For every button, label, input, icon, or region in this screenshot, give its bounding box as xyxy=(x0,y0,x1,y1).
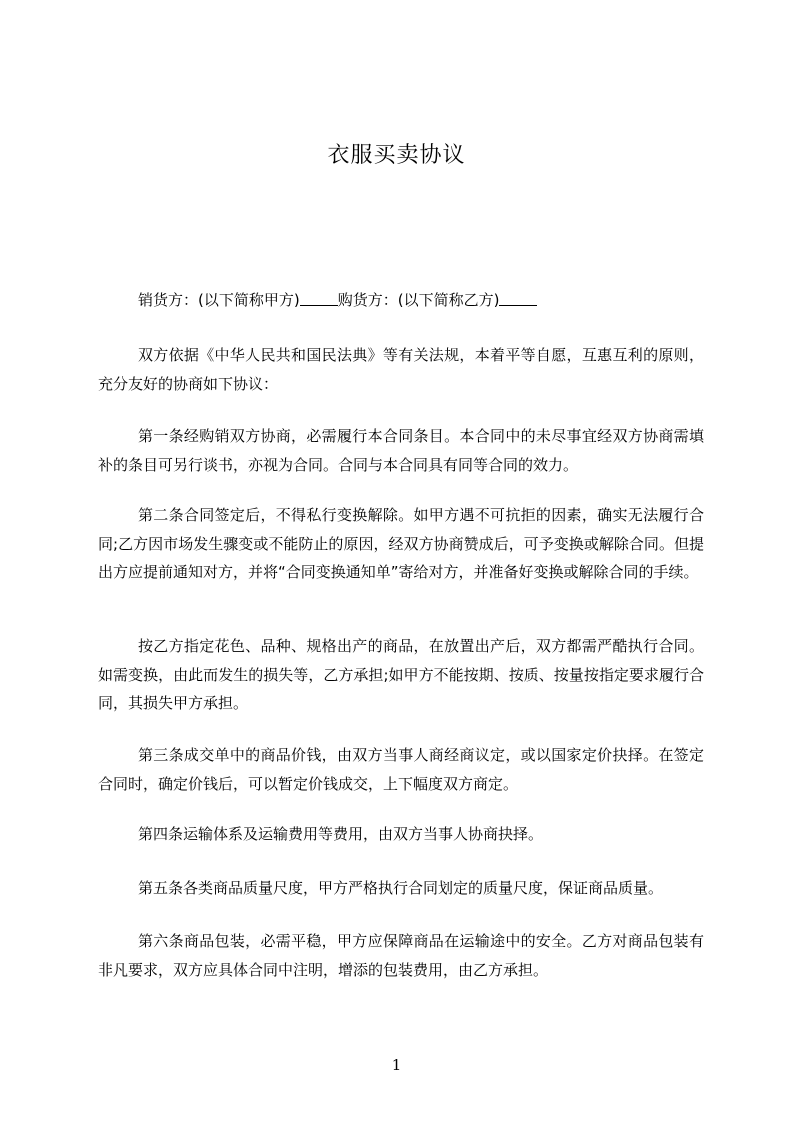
intro-paragraph: 双方依据《中华人民共和国民法典》等有关法规，本着平等自愿，互惠互利的原则，充分友好的协商如下协议： xyxy=(98,346,704,393)
article-6-paragraph: 第六条商品包装，必需平稳，甲方应保障商品在运输途中的安全。乙方对商品包装有非凡要求，双方应具体合同中注明，增添的包装费用，由乙方承担。 xyxy=(98,932,704,979)
buyer-label: 购货方：(以下简称乙方) xyxy=(337,291,500,309)
seller-label: 销货方：(以下简称甲方) xyxy=(138,291,300,309)
document-title: 衣服买卖协议 xyxy=(327,143,466,168)
article-5-paragraph: 第五条各类商品质量尺度，甲方严格执行合同划定的质量尺度，保证商品质量。 xyxy=(138,879,664,897)
article-2-supplement-paragraph: 按乙方指定花色、品种、规格出产的商品，在放置出产后，双方都需严酷执行合同。如需变换，由此而发生的损失等，乙方承担;如甲方不能按期、按质、按量按指定要求履行合同，其损失甲方承担。 xyxy=(98,637,704,712)
article-2-paragraph: 第二条合同签定后，不得私行变换解除。如甲方遇不可抗拒的因素，确实无法履行合同;乙方因市场发生骤变或不能防止的原因，经双方协商赞成后，可予变换或解除合同。但提出方应提前通知对方，并将“合同变换通知单”寄给对方，并准备好变换或解除合同的手续。 xyxy=(98,506,704,581)
article-3-paragraph: 第三条成交单中的商品价钱，由双方当事人商经商议定，或以国家定价抉择。在签定合同时，确定价钱后，可以暂定价钱成交，上下幅度双方商定。 xyxy=(98,746,704,793)
page-number: 1 xyxy=(391,1056,402,1074)
buyer-blank xyxy=(499,291,537,306)
article-4-paragraph: 第四条运输体系及运输费用等费用，由双方当事人协商抉择。 xyxy=(138,825,544,843)
seller-blank xyxy=(300,291,338,306)
article-1-paragraph: 第一条经购销双方协商，必需履行本合同条目。本合同中的未尽事宜经双方协商需填补的条目可另行谈书，亦视为合同。合同与本合同具有同等合同的效力。 xyxy=(98,427,704,474)
parties-line xyxy=(98,286,704,315)
